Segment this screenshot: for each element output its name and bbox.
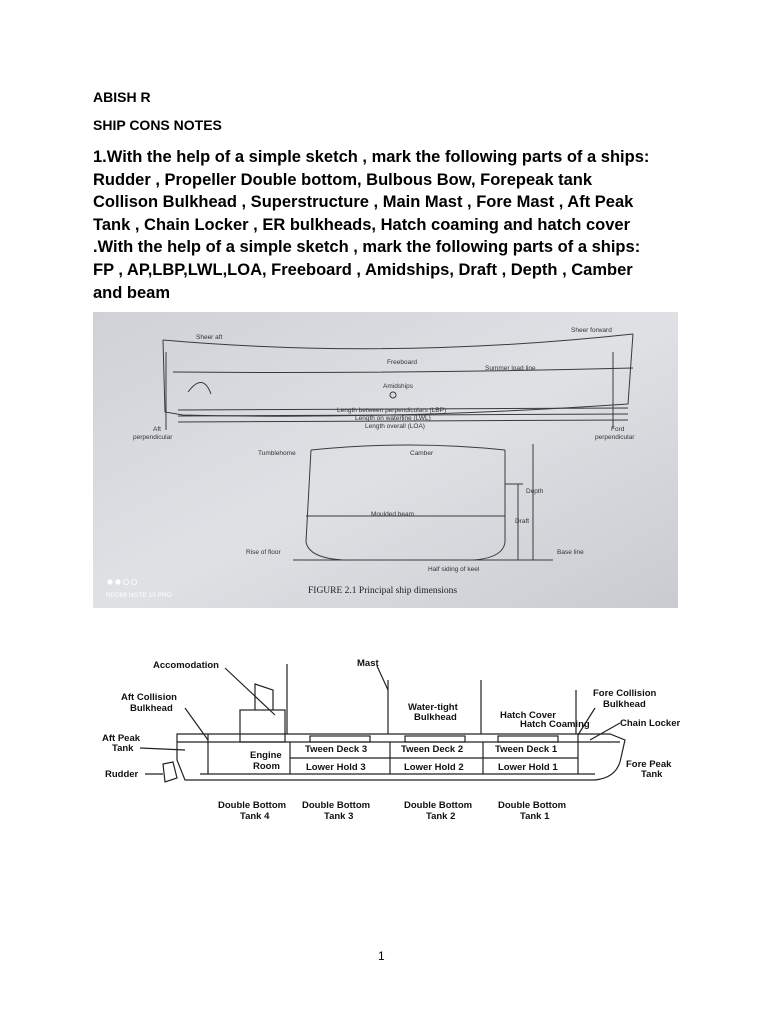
question-line: Collison Bulkhead , Superstructure , Main Mast , Fore Mast , Aft Peak [93, 193, 634, 212]
label-lower-hold-3: Lower Hold 3 [306, 762, 366, 773]
funnel [255, 684, 273, 710]
label-fore-peak-tank: Tank [641, 769, 663, 780]
question-line: .With the help of a simple sketch , mark the following parts of a ships: [93, 238, 641, 257]
label-double-bottom-4: Double Bottom [218, 800, 287, 811]
label-half-siding: Half siding of keel [428, 566, 480, 573]
label-amidships: Amidships [383, 383, 413, 390]
label-freeboard: Freeboard [387, 359, 417, 366]
label-double-bottom-2: Double Bottom [404, 800, 473, 811]
figure-caption: FIGURE 2.1 Principal ship dimensions [308, 586, 458, 596]
hatch-coaming-3 [310, 736, 370, 742]
label-tank-4: Tank 4 [240, 811, 270, 822]
label-fore-peak: Fore Peak [626, 759, 672, 770]
label-base-line: Base line [557, 549, 584, 556]
label-hatch-coaming: Hatch Coaming [520, 719, 590, 730]
hatch-coaming-2 [405, 736, 465, 742]
label-lwl: Length on waterline (LWL) [355, 415, 431, 422]
hatch-coaming-1 [498, 736, 558, 742]
label-ford: Ford [611, 426, 625, 433]
rudder-shape [163, 762, 177, 782]
label-chain-locker: Chain Locker [620, 718, 681, 729]
label-mast: Mast [357, 658, 379, 669]
label-fore-collision-bulkhead: Bulkhead [603, 699, 646, 710]
label-summer-load-line: Summer load line [485, 365, 536, 372]
label-rise-of-floor: Rise of floor [246, 549, 281, 556]
document-subject: SHIP CONS NOTES [93, 117, 222, 133]
question-line: 1.With the help of a simple sketch , mark the following parts of a ships: [93, 148, 650, 166]
author-name: ABISH R [93, 89, 151, 105]
leader-aft-collision [185, 708, 208, 740]
question-line: and beam [93, 283, 171, 302]
label-water-tight: Water-tight [408, 702, 458, 713]
label-rudder: Rudder [105, 769, 139, 780]
label-tank-3: Tank 3 [324, 811, 354, 822]
label-lower-hold-2: Lower Hold 2 [404, 762, 464, 773]
label-moulded-beam: Moulded beam [371, 511, 414, 518]
label-aft-collision: Aft Collision [121, 692, 177, 703]
question-text [93, 146, 693, 304]
label-depth: Depth [526, 488, 544, 495]
question-line: Rudder , Propeller Double bottom, Bulbous Bow, Forepeak tank [93, 170, 593, 189]
label-aft: Aft [153, 426, 161, 433]
label-fwd-perpendicular: perpendicular [595, 434, 635, 441]
label-tween-deck-2: Tween Deck 2 [401, 744, 464, 755]
label-lbp: Length between perpendiculars (LBP) [337, 407, 447, 414]
ship-arrangement-diagram [95, 650, 695, 830]
label-tank-2: Tank 2 [426, 811, 456, 822]
label-sheer-forward: Sheer forward [571, 327, 612, 334]
label-aft-perpendicular: perpendicular [133, 434, 173, 441]
question-line: Tank , Chain Locker , ER bulkheads, Hatch coaming and hatch cover [93, 215, 630, 234]
label-hatch-cover: Hatch Cover [500, 710, 556, 721]
label-draft: Draft [515, 518, 530, 525]
label-double-bottom-1: Double Bottom [498, 800, 567, 811]
label-loa: Length overall (LOA) [365, 423, 425, 430]
label-aft-peak-tank: Tank [112, 743, 134, 754]
leader-mast [377, 666, 388, 690]
leader-accommodation [225, 668, 275, 715]
label-double-bottom-3: Double Bottom [302, 800, 371, 811]
label-engine-room: Room [253, 761, 280, 772]
label-lower-hold-1: Lower Hold 1 [498, 762, 558, 773]
question-line: FP , AP,LBP,LWL,LOA, Freeboard , Amidships, Draft , Depth , Camber [93, 260, 633, 279]
label-tank-1: Tank 1 [520, 811, 550, 822]
label-accommodation: Accomodation [153, 660, 219, 671]
label-aft-peak: Aft Peak [102, 733, 141, 744]
photo-background [93, 312, 678, 608]
label-tween-deck-3: Tween Deck 3 [305, 744, 368, 755]
label-tween-deck-1: Tween Deck 1 [495, 744, 558, 755]
page-number: 1 [378, 949, 385, 963]
label-camber: Camber [410, 450, 434, 457]
label-aft-collision-bulkhead: Bulkhead [130, 703, 173, 714]
label-tumblehome: Tumblehome [258, 450, 296, 457]
leader-chain-locker [590, 723, 620, 740]
label-engine: Engine [250, 750, 282, 761]
leader-aft-peak [140, 748, 185, 750]
accommodation-block [240, 710, 285, 742]
principal-dimensions-photo [93, 312, 678, 608]
label-fore-collision: Fore Collision [593, 688, 657, 699]
phone-watermark: REDMI NOTE 10 PRO [106, 592, 172, 599]
label-sheer-aft: Sheer aft [196, 334, 223, 341]
label-water-tight-bulkhead: Bulkhead [414, 712, 457, 723]
